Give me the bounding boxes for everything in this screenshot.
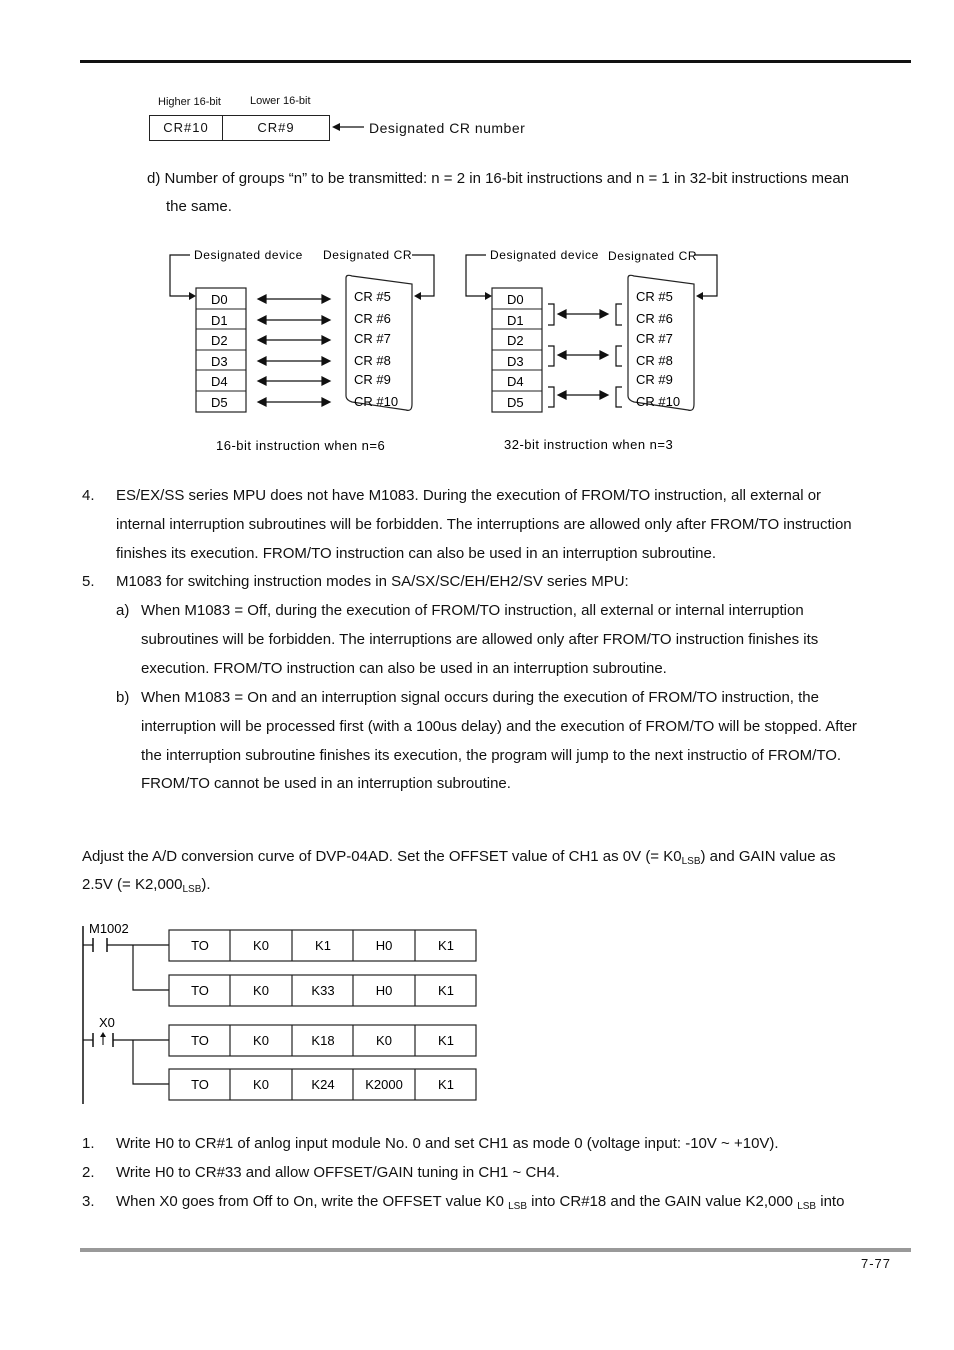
- right-designated-cr-label: Designated CR: [608, 249, 698, 263]
- cr9-cell: CR#9: [222, 115, 330, 141]
- left-device-d5: D5: [211, 395, 228, 410]
- left-cr-6: CR #6: [354, 311, 391, 326]
- right-cr-7: CR #7: [636, 331, 673, 346]
- row4-op1: K0: [253, 1077, 269, 1092]
- sub-item-a-label: a): [116, 602, 130, 619]
- right-device-d2: D2: [507, 333, 524, 348]
- left-device-d3: D3: [211, 354, 228, 369]
- left-device-d1: D1: [211, 313, 228, 328]
- left-cr-9: CR #9: [354, 372, 391, 387]
- lower-16bit-label: Lower 16-bit: [250, 95, 311, 107]
- sub-item-a-line1: When M1083 = Off, during the execution of FROM/TO instruction, all external or internal interruption: [141, 602, 804, 619]
- row2-op1: K0: [253, 983, 269, 998]
- row2-instr: TO: [191, 983, 209, 998]
- row1-op3: H0: [375, 938, 393, 953]
- left-designated-cr-label: Designated CR: [323, 248, 413, 262]
- row2-op4: K1: [438, 983, 454, 998]
- row3-op4: K1: [438, 1033, 454, 1048]
- row4-op4: K1: [438, 1077, 454, 1092]
- row3-op3: K0: [376, 1033, 392, 1048]
- right-device-d3: D3: [507, 354, 524, 369]
- row2-op3: H0: [375, 983, 393, 998]
- pointer-arrow-icon: [330, 120, 366, 134]
- item-d-line1: d) Number of groups “n” to be transmitted: n = 2 in 16-bit instructions and n = 1 in 32-bit instructions mean: [147, 170, 850, 187]
- left-cr-10: CR #10: [354, 394, 399, 409]
- left-device-d4: D4: [211, 374, 228, 389]
- right-device-d0: D0: [507, 292, 524, 307]
- right-cr-10: CR #10: [636, 394, 681, 409]
- higher-16bit-label: Higher 16-bit: [158, 96, 221, 108]
- list-item-4-line1: ES/EX/SS series MPU does not have M1083. During the execution of FROM/TO instruction, all external or: [116, 487, 822, 504]
- example-line1: Adjust the A/D conversion curve of DVP-04AD. Set the OFFSET value of CH1 as 0V (= $K0_{LSB}$) and GAIN value as: [82, 848, 836, 867]
- sub-item-a-line2: subroutines will be forbidden. The interruptions are allowed only after FROM/TO instruction finishes its: [141, 631, 819, 648]
- left-device-column: [196, 288, 246, 412]
- cr10-cell: CR#10: [149, 115, 223, 141]
- step-2-number: 2.: [82, 1164, 95, 1181]
- designated-cr-number-label: Designated CR number: [369, 120, 526, 136]
- row2-op2: K33: [311, 983, 335, 998]
- left-device-d0: D0: [211, 292, 228, 307]
- right-cr-8: CR #8: [636, 353, 673, 368]
- row3-instr: TO: [191, 1033, 209, 1048]
- footer-rule: [80, 1248, 911, 1252]
- sub-item-b-line3: the interruption subroutine finishes its execution, the program will jump to the next instructio of FROM/TO.: [141, 747, 842, 764]
- list-item-5-number: 5.: [82, 573, 95, 590]
- right-device-d5: D5: [507, 395, 524, 410]
- right-cr-9: CR #9: [636, 372, 673, 387]
- right-arrows: [558, 310, 608, 399]
- caption-32bit: 32-bit instruction when n=3: [504, 437, 674, 452]
- left-cr-8: CR #8: [354, 353, 391, 368]
- contact-m1002-label: M1002: [89, 921, 129, 936]
- page-number: 7-77: [860, 1256, 891, 1271]
- row3-op1: K0: [253, 1033, 269, 1048]
- sub-item-a-line3: execution. FROM/TO instruction can also be used in an interruption subroutine.: [141, 660, 667, 677]
- row1-op2: K1: [315, 938, 331, 953]
- row3-op2: K18: [311, 1033, 335, 1048]
- list-item-5-line1: M1083 for switching instruction modes in SA/SX/SC/EH/EH2/SV series MPU:: [116, 573, 629, 590]
- row1-op1: K0: [253, 938, 269, 953]
- sub-item-b-line4: FROM/TO cannot be used in an interruption subroutine.: [141, 775, 511, 792]
- left-cr-column: [346, 275, 412, 410]
- right-device-d1: D1: [507, 313, 524, 328]
- step-3-number: 3.: [82, 1193, 95, 1210]
- left-device-d2: D2: [211, 333, 228, 348]
- list-item-4-number: 4.: [82, 487, 95, 504]
- left-designated-device-label: Designated device: [194, 248, 303, 262]
- row4-op3: K2000: [365, 1077, 403, 1092]
- step-3-text: When X0 goes from Off to On, write the OFFSET value K0 $_{LSB}$ into CR#18 and the GAIN value K2,000 $_{LSB}$ into: [116, 1193, 845, 1212]
- item-d-line2: the same.: [166, 198, 232, 215]
- row1-op4: K1: [438, 938, 454, 953]
- step-2-text: Write H0 to CR#33 and allow OFFSET/GAIN tuning in CH1 ~ CH4.: [116, 1164, 560, 1181]
- right-designated-device-label: Designated device: [490, 248, 599, 262]
- step-1-number: 1.: [82, 1135, 95, 1152]
- sub-item-b-line2: interruption will be processed first (with a 100us delay) and the execution of FROM/TO will be stopped. After: [141, 718, 857, 735]
- left-arrows: [258, 295, 330, 406]
- left-cr-5: CR #5: [354, 289, 391, 304]
- sub-item-b-label: b): [116, 689, 130, 706]
- right-cr-column: [628, 275, 694, 410]
- contact-x0-label: X0: [99, 1015, 115, 1030]
- right-device-d4: D4: [507, 374, 524, 389]
- list-item-4-line2: internal interruption subroutines will be forbidden. The interruptions are allowed only after FROM/TO instruction: [116, 516, 852, 533]
- list-item-4-line3: finishes its execution. FROM/TO instruction can also be used in an interruption subroutine.: [116, 545, 717, 562]
- row1-instr: TO: [191, 938, 209, 953]
- ladder-diagram: [78, 918, 483, 1110]
- row4-instr: TO: [191, 1077, 209, 1092]
- right-device-column: [492, 288, 542, 412]
- right-cr-6: CR #6: [636, 311, 673, 326]
- left-cr-7: CR #7: [354, 331, 391, 346]
- step-1-text: Write H0 to CR#1 of anlog input module No. 0 and set CH1 as mode 0 (voltage input: -10V ~ +10V).: [116, 1135, 779, 1152]
- header-rule: [80, 60, 911, 63]
- sub-item-b-line1: When M1083 = On and an interruption signal occurs during the execution of FROM/TO instruction, the: [141, 689, 819, 706]
- row4-op2: K24: [311, 1077, 335, 1092]
- right-cr-5: CR #5: [636, 289, 673, 304]
- device-cr-mapping-diagram: [160, 240, 740, 460]
- caption-16bit: 16-bit instruction when n=6: [216, 438, 386, 453]
- example-line2: 2.5V (= $K2,000_{LSB}$).: [82, 876, 211, 895]
